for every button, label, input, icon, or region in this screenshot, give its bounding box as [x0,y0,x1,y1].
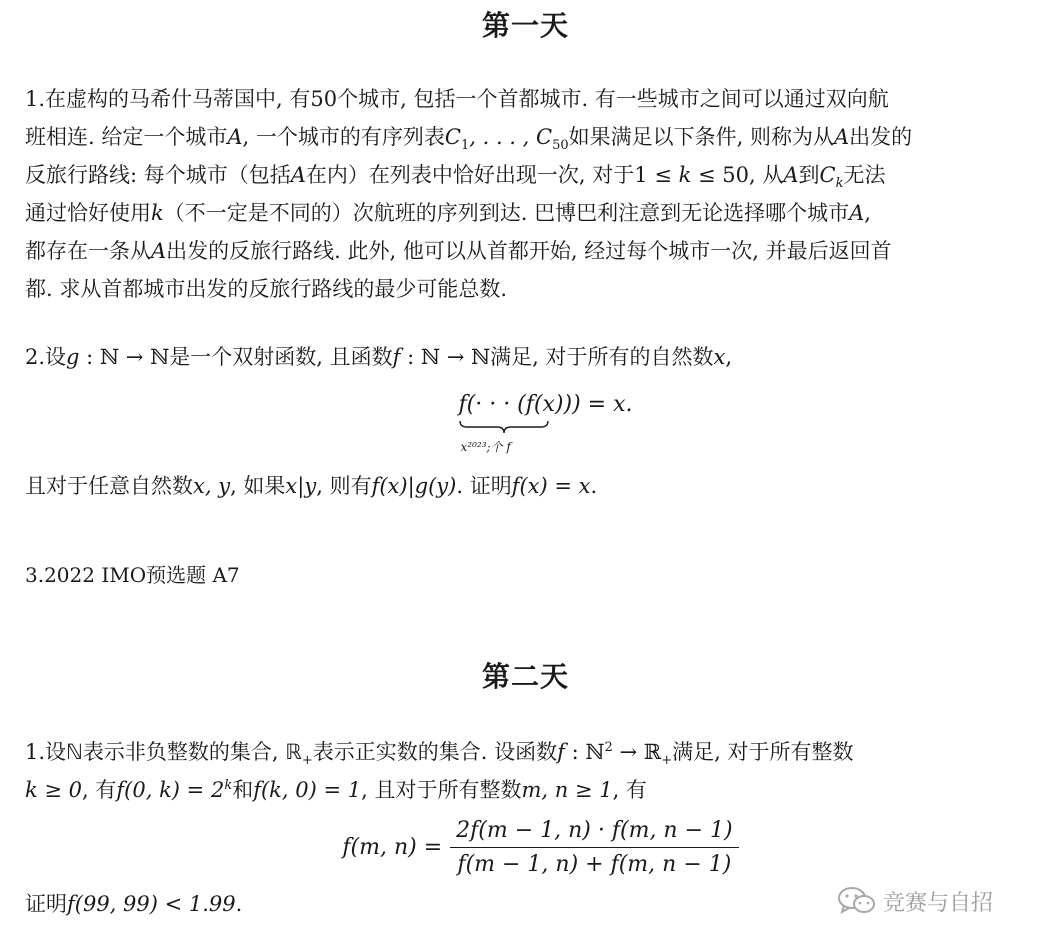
line: 且对于任意自然数x, y, 如果x|y, 则有f(x)|g(y). 证明f(x) = x. [25,474,598,498]
day1-problem2-condition [25,467,1025,505]
day2-title: 第二天 [481,660,569,693]
iterated-function-equation [0,392,1051,454]
line: 都存在一条从A出发的反旅行路线. 此外, 他可以从首都开始, 经过每个城市一次, 并最后返回首 [25,239,892,263]
watermark [837,880,993,922]
underbrace-label: x²⁰²³;个 f [460,440,511,454]
line: 通过恰好使用k（不一定是不同的）次航班的序列到达. 巴博巴利注意到无论选择哪个城市A, [25,201,871,225]
equation-right: = x. [580,392,633,417]
underbrace-icon [459,420,549,434]
line: 1.在虚构的马希什马蒂国中, 有50个城市, 包括一个首都城市. 有一些城市之间可以通过双向航 [25,87,889,111]
day1-title: 第一天 [481,9,569,42]
equation-left: f(· · · (f(x))) [458,392,581,417]
day1-problem2 [25,338,1025,376]
line: 都. 求从首都城市出发的反旅行路线的最少可能总数. [25,277,508,301]
line: 2.设g : ℕ → ℕ是一个双射函数, 且函数f : ℕ → ℕ满足, 对于所有的自然数x, [25,345,733,369]
line: k ≥ 0, 有f(0, $k) = 2^k$和f(k, 0) = 1, 且对于所有整数m, n ≥ 1, 有 [25,778,647,802]
equation-lhs: f(m, n) = [342,835,443,860]
fraction [450,818,738,877]
day1-problem3 [25,556,1025,594]
watermark-text: 竞赛与自招 [883,890,994,916]
day2-problem1 [25,733,1025,809]
day1-problem1 [25,80,1025,308]
recurrence-equation [0,818,1051,877]
line: 1.设ℕ表示非负整数的集合, ℝ$_+$表示正实数的集合. 设函数f : ℕ$^2$ → ℝ$_+$满足, 对于所有整数 [25,740,854,769]
line: 3.2022 IMO预选题 A7 [25,563,240,587]
fraction-numerator: 2f(m − 1, n) · f(m, n − 1) [450,818,738,848]
wechat-icon [837,885,877,917]
line: 班相连. 给定一个城市A, 一个城市的有序列表$C_1$, . . . , $C_{50}$如果满足以下条件, 则称为从A出发的 [25,125,913,154]
line: 证明f(99, 99) < 1.99. [25,892,243,916]
line: 反旅行路线: 每个城市（包括A在内）在列表中恰好出现一次, 对于1 ≤ k ≤ 50, 从A到$C_k$无法 [25,163,886,192]
fraction-denominator: f(m − 1, n) + f(m, n − 1) [457,852,732,877]
